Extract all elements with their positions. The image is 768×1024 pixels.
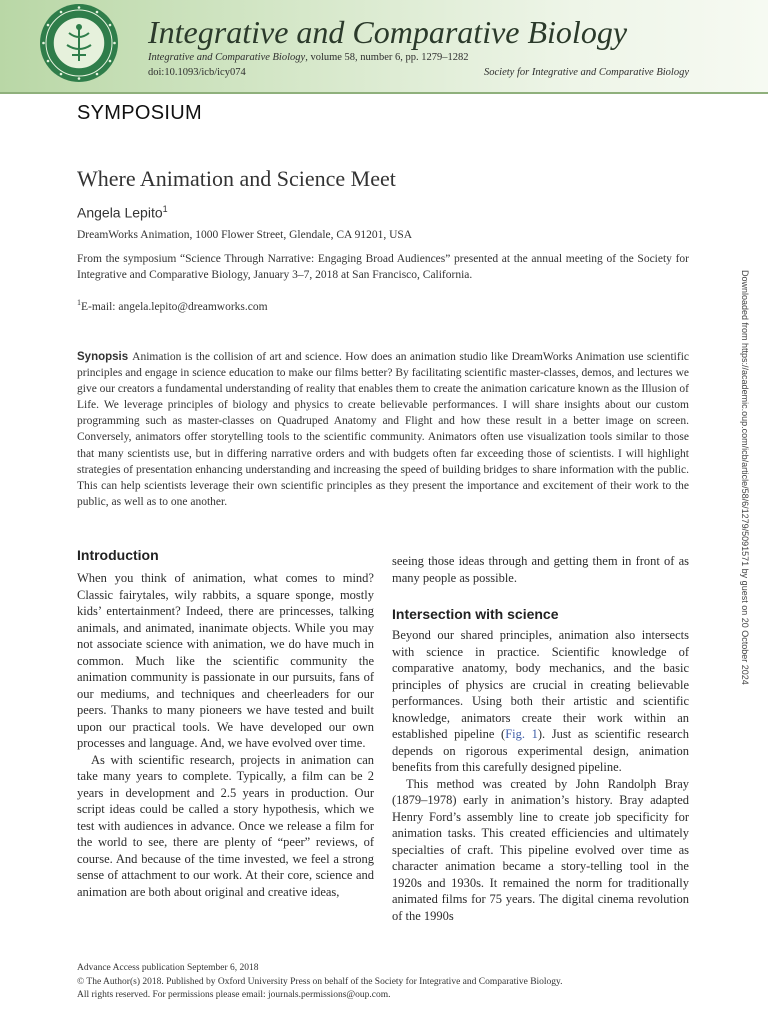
author-email — [77, 298, 268, 313]
society-seal-icon — [39, 3, 119, 83]
permissions-line: All rights reserved. For permissions please email: journals.permissions@oup.com. — [77, 990, 391, 1000]
introduction-paragraph: When you think of animation, what comes to mind? Classic fairytales, wily rabbits, a square sponge, mostly kids’ entertainment? Indeed, there are princesses, talking animals, and animated, inanimate objects. While you may not associate science with animation, we do have much in common. Much like the scientific community the animation community is passionate in our pursuits, fans of our mediums, and techniques and cheerleaders for our peers. Thanks to many pioneers we have tested and built upon our practical tools. We have developed our own processes and language. And, we have evolved over time. — [77, 571, 374, 750]
journal-header — [0, 0, 768, 92]
introduction-heading: Introduction — [77, 547, 159, 563]
author-footnote-mark: 1 — [162, 204, 168, 214]
society-name: Society for Integrative and Comparative Biology — [484, 67, 689, 78]
download-watermark-text: Downloaded from https://academic.oup.com/icb/article/58/6/1279/5091571 by guest on 20 October 2024 — [740, 270, 750, 685]
download-watermark — [737, 270, 751, 750]
intersection-paragraph — [392, 627, 689, 776]
email-footnote-mark: 1 — [77, 298, 81, 307]
symposium-note: From the symposium “Science Through Narrative: Engaging Broad Audiences” presented at the annual meeting of the Society for Integrative and Comparative Biology, January 3–7, 2018 at San Francisco, California. — [77, 253, 689, 281]
citation-line — [148, 52, 469, 63]
intersection-heading: Intersection with science — [392, 606, 559, 622]
article-title: Where Animation and Science Meet — [77, 166, 396, 191]
introduction-paragraph: As with scientific research, projects in animation can take many years to complete. Typically, a film can be 2 years in development and 2.5 years in production. Our script ideas could be called a story hypothesis, which we test with audiences in advance. Once we release a film for the world to see, there are plenty of “peer” reviews, of course. And because of the time invested, we feel a strong sense of attachment to our work. At their core, science and animation are both about original and creative ideas, — [77, 752, 374, 899]
publication-date: Advance Access publication September 6, 2018 — [77, 963, 259, 973]
doi-link[interactable]: doi:10.1093/icb/icy074 — [148, 67, 246, 78]
citation-journal: Integrative and Comparative Biology — [148, 52, 306, 63]
synopsis — [77, 349, 689, 510]
journal-title: Integrative and Comparative Biology — [148, 14, 628, 50]
section-label: SYMPOSIUM — [77, 102, 202, 124]
figure-1-link[interactable]: Fig. 1 — [505, 727, 538, 741]
copyright-line: © The Author(s) 2018. Published by Oxford University Press on behalf of the Society for Integrative and Comparative Biology. — [77, 976, 563, 987]
citation-details: , volume 58, number 6, pp. 1279–1282 — [305, 52, 469, 63]
intersection-paragraph: This method was created by John Randolph Bray (1879–1978) early in animation’s history. Bray adapted Henry Ford’s assembly line to create job specificity for animation tasks. This created efficiencies and ultimately specialties of craft. This pipeline evolved over time as character animation became a story-telling tool in the 1920s and 1930s. It remained the norm for traditionally animated films for 75 years. The digital cinema revolution of the 1990s — [392, 776, 689, 923]
synopsis-label: Synopsis — [77, 351, 129, 363]
intersection-text: Beyond our shared principles, animation also intersects with science in practice. Scientific knowledge of comparative anatomy, body mechanics, and the basic principles of physics are crucial in creating believable performances. Using both their artistic and scientific knowledge, animators create their work within an established pipeline ( — [392, 628, 689, 741]
email-text[interactable]: E-mail: angela.lepito@dreamworks.com — [81, 300, 268, 313]
page-footer — [77, 962, 563, 1003]
intersection-text: ). Just as scientific research depends on rigorous experimental design, animation benefits from this carefully designed pipeline. — [392, 727, 689, 774]
author-name — [77, 204, 168, 221]
body-right-column — [392, 553, 689, 924]
header-divider — [0, 92, 768, 94]
introduction-paragraph-continued: seeing those ideas through and getting them in front of as many people as possible. — [392, 554, 689, 585]
author-text: Angela Lepito — [77, 204, 163, 221]
body-left-column — [77, 547, 374, 900]
author-affiliation: DreamWorks Animation, 1000 Flower Street, Glendale, CA 91201, USA — [77, 229, 413, 241]
synopsis-text: Animation is the collision of art and science. How does an animation studio like DreamWorks Animation use scientific principles and engage in science education to make our films better? By facilitating scientific master-classes, demos, and lectures we give our creators a fundamental understanding of reality that enables them to create the animation caricature known as the Illusion of Life. We leverage principles of biology and physics to create believable performances. I will share insights about our custom programming such as master-classes on Quadruped Anatomy and Flight and how these result in a better image on screen. Conversely, animators offer storytelling tools to the scientific community. Animators often use visualization tools similar to those that many scientists use, but in differing narrative orders and with budgets often far exceeding those of scientists. I will highlight strategies of presentation enhancing understanding and increasing the speed of building bridges to share information with the public. This can help scientists leverage their own scientific principles as they present the importance and excitement of their work to the public, as well as to one another. — [77, 351, 689, 508]
